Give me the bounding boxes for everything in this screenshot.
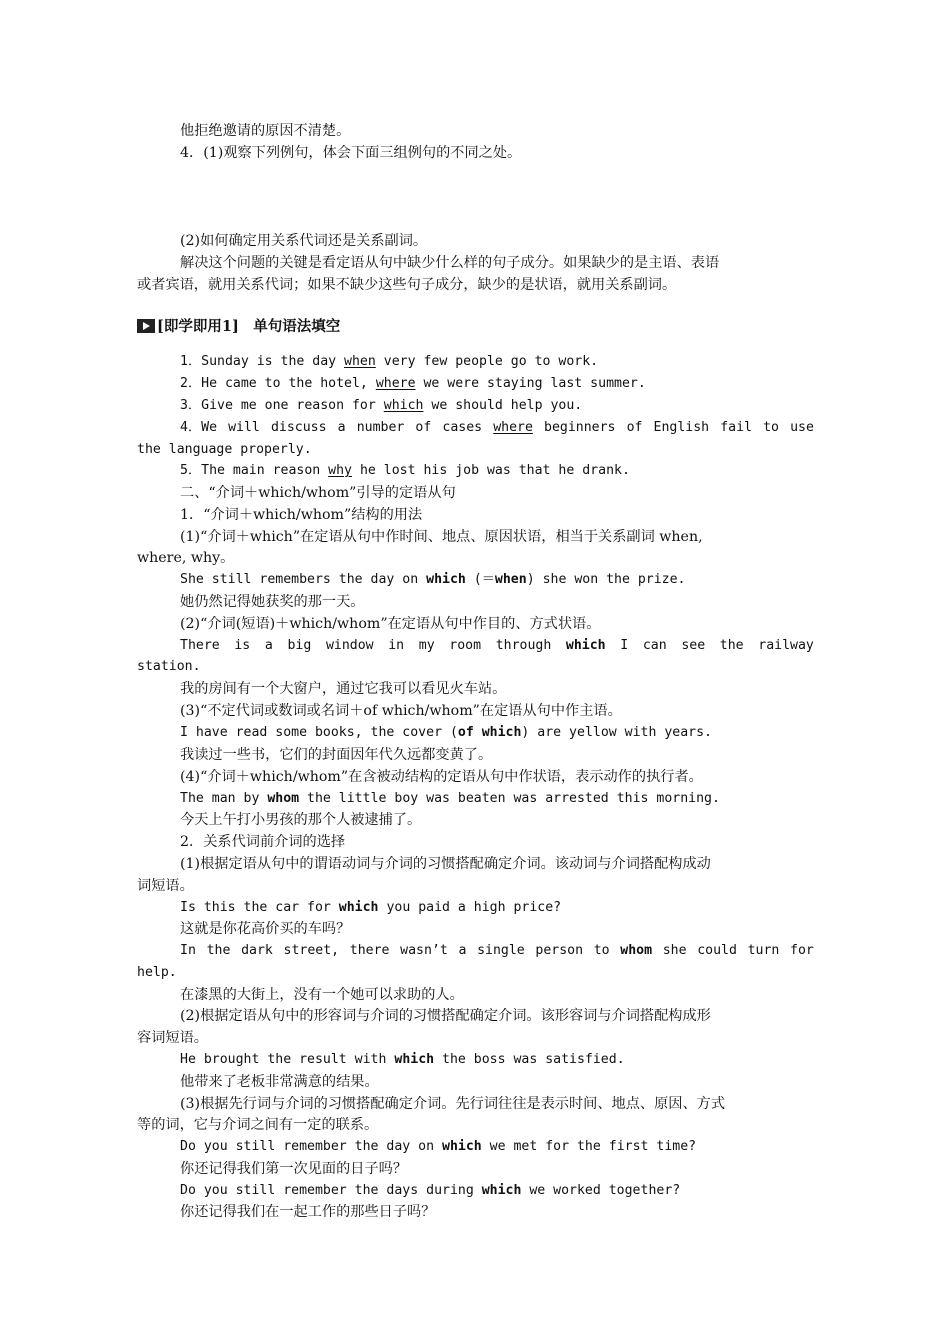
word: window: [325, 638, 374, 653]
word: in: [388, 638, 405, 653]
word: through: [495, 638, 552, 653]
word: dark: [241, 943, 273, 958]
text-line: 4．(1)观察下列例句，体会下面三组例句的不同之处。: [180, 145, 522, 161]
keyword: which: [338, 900, 379, 915]
text-line: (2)“介词(短语)＋which/whom”在定语从句中作目的、方式状语。: [180, 616, 601, 632]
question-text: 3．Give me one reason for: [180, 398, 384, 413]
keyword: when: [494, 572, 527, 587]
keyword: which: [426, 572, 466, 587]
word: number: [356, 420, 405, 435]
word: to: [763, 420, 779, 435]
translation: 她仍然记得她获奖的那一天。: [180, 594, 365, 610]
word: beginners: [544, 420, 616, 435]
translation: 这就是你花高价买的车吗？: [180, 921, 351, 937]
word: a: [458, 943, 467, 958]
word: there: [349, 943, 390, 958]
word: is: [234, 638, 251, 653]
text-line: (4)“介词＋which/whom”在含被动结构的定语从句中作状语，表示动作的执行者。: [180, 769, 703, 785]
section-title: 二、“介词＋which/whom”引导的定语从句: [180, 485, 456, 501]
answer: where: [493, 420, 533, 435]
example-sentence: [180, 1137, 696, 1157]
word: single: [477, 943, 525, 958]
example-text: The man by: [180, 791, 268, 806]
keyword: which: [394, 1052, 435, 1067]
keyword: of which: [457, 725, 522, 740]
word: the: [719, 638, 744, 653]
word: railway: [758, 638, 814, 653]
example-text: you paid a high price?: [378, 900, 562, 915]
example-sentence: [180, 898, 561, 918]
word: discuss: [270, 420, 327, 435]
text-line: where, why。: [137, 550, 235, 566]
example-sentence: [180, 1181, 680, 1201]
word: a: [337, 420, 346, 435]
word: I: [620, 638, 629, 653]
answer: when: [344, 354, 376, 369]
keyword: whom: [267, 791, 300, 806]
translation: 他带来了老板非常满意的结果。: [180, 1074, 379, 1090]
text-line: (3)根据先行词与介词的习惯搭配确定介词。先行词往往是表示时间、地点、原因、方式: [180, 1096, 726, 1112]
example-text: we worked together?: [521, 1183, 681, 1198]
keyword: which: [481, 1183, 522, 1198]
word: turn: [747, 943, 780, 958]
answer: where: [375, 376, 416, 391]
question-text: 1．Sunday is the day: [180, 354, 345, 369]
example-text: (＝: [465, 572, 495, 587]
word: will: [228, 420, 260, 435]
translation: 今天上午打小男孩的那个人被逮捕了。: [180, 812, 422, 828]
word: to: [593, 943, 610, 958]
word: fail: [720, 420, 752, 435]
word: for: [790, 943, 814, 958]
question-text: he lost his job was that he drank.: [352, 463, 630, 478]
word: use: [790, 420, 814, 435]
word: can: [642, 638, 667, 653]
word: of: [626, 420, 643, 435]
example-sentence: help.: [137, 965, 177, 980]
text-line: (3)“不定代词或数词或名词＋of which/whom”在定语从句中作主语。: [180, 703, 622, 719]
word: see: [681, 638, 706, 653]
question-line: [180, 461, 630, 481]
text-line: 等的词，它与介词之间有一定的联系。: [137, 1117, 379, 1133]
question-text: very few people go to work.: [375, 354, 599, 369]
translation: 你还记得我们在一起工作的那些日子吗？: [180, 1204, 436, 1220]
text-line: 他拒绝邀请的原因不清楚。: [180, 123, 351, 139]
example-text: Do you still remember the day on: [180, 1139, 443, 1154]
play-icon: [137, 319, 155, 339]
word: English: [653, 420, 710, 435]
word: could: [697, 943, 737, 958]
word: In: [180, 943, 196, 958]
example-text: She still remembers the day on: [180, 572, 427, 587]
example-text: the boss was satisfied.: [434, 1052, 625, 1067]
question-line: [180, 352, 598, 372]
example-sentence: [180, 1050, 625, 1070]
text-line: 词短语。: [137, 878, 194, 894]
keyword: whom: [620, 943, 653, 958]
text-line: 解决这个问题的关键是看定语从句中缺少什么样的句子成分。如果缺少的是主语、表语: [180, 255, 720, 271]
text-line: (1)根据定语从句中的谓语动词与介词的习惯搭配确定介词。该动词与介词搭配构成动: [180, 856, 711, 872]
word: There: [180, 638, 220, 653]
word: the: [206, 943, 231, 958]
word: room: [449, 638, 482, 653]
text-line: 容词短语。: [137, 1030, 208, 1046]
question-line: the language properly.: [137, 442, 312, 457]
example-sentence: [180, 723, 712, 743]
example-text: I have read some books, the cover (: [180, 725, 458, 740]
text-line: (2)如何确定用关系代词还是关系副词。: [180, 233, 428, 249]
example-sentence: [180, 789, 720, 809]
question-line: [180, 374, 646, 394]
example-text: Is this the car for: [180, 900, 339, 915]
question-line: [180, 418, 814, 438]
example-text: we met for the first time?: [481, 1139, 697, 1154]
answer: why: [328, 463, 352, 478]
example-sentence: [180, 570, 685, 590]
word: a: [264, 638, 273, 653]
translation: 你还记得我们第一次见面的日子吗？: [180, 1161, 408, 1177]
text-line: (1)“介词＋which”在定语从句中作时间、地点、原因状语，相当于关系副词 when,: [180, 529, 703, 545]
example-sentence: [180, 636, 814, 656]
example-text: He brought the result with: [180, 1052, 395, 1067]
word: 4．We: [180, 420, 218, 435]
example-text: the little boy was beaten was arrested this morning.: [299, 791, 720, 806]
translation: 我读过一些书，它们的封面因年代久远都变黄了。: [180, 747, 493, 763]
example-sentence: station.: [137, 659, 201, 674]
word: she: [662, 943, 687, 958]
word: big: [287, 638, 312, 653]
question-text: we were staying last summer.: [415, 376, 646, 391]
text-line: 或者宾语，就用关系代词；如果不缺少这些句子成分，缺少的是状语，就用关系副词。: [137, 277, 677, 293]
example-text: ) are yellow with years.: [521, 725, 712, 740]
question-text: we should help you.: [423, 398, 583, 413]
question-text: 2．He came to the hotel,: [180, 376, 376, 391]
translation: 在漆黑的大街上，没有一个她可以求助的人。: [180, 987, 464, 1003]
translation: 我的房间有一个大窗户，通过它我可以看见火车站。: [180, 681, 507, 697]
keyword: which: [565, 638, 606, 653]
example-text: Do you still remember the days during: [180, 1183, 482, 1198]
text-line: (2)根据定语从句中的形容词与介词的习惯搭配确定介词。该形容词与介词搭配构成形: [180, 1008, 711, 1024]
example-text: ) she won the prize.: [526, 572, 686, 587]
question-line: [180, 396, 582, 416]
word: person: [535, 943, 584, 958]
word: my: [418, 638, 435, 653]
answer: which: [383, 398, 424, 413]
section-heading: [137, 317, 340, 339]
keyword: which: [442, 1139, 482, 1154]
question-text: 5．The main reason: [180, 463, 329, 478]
word: street,: [283, 943, 340, 958]
example-sentence: [180, 941, 814, 961]
word: cases: [442, 420, 483, 435]
subsection-title: 1．“介词＋which/whom”结构的用法: [180, 507, 423, 523]
word: of: [415, 420, 432, 435]
subsection-title: 2．关系代词前介词的选择: [180, 834, 346, 850]
word: wasn’t: [400, 943, 448, 958]
section-title: [即学即用1] 单句语法填空: [157, 318, 341, 335]
